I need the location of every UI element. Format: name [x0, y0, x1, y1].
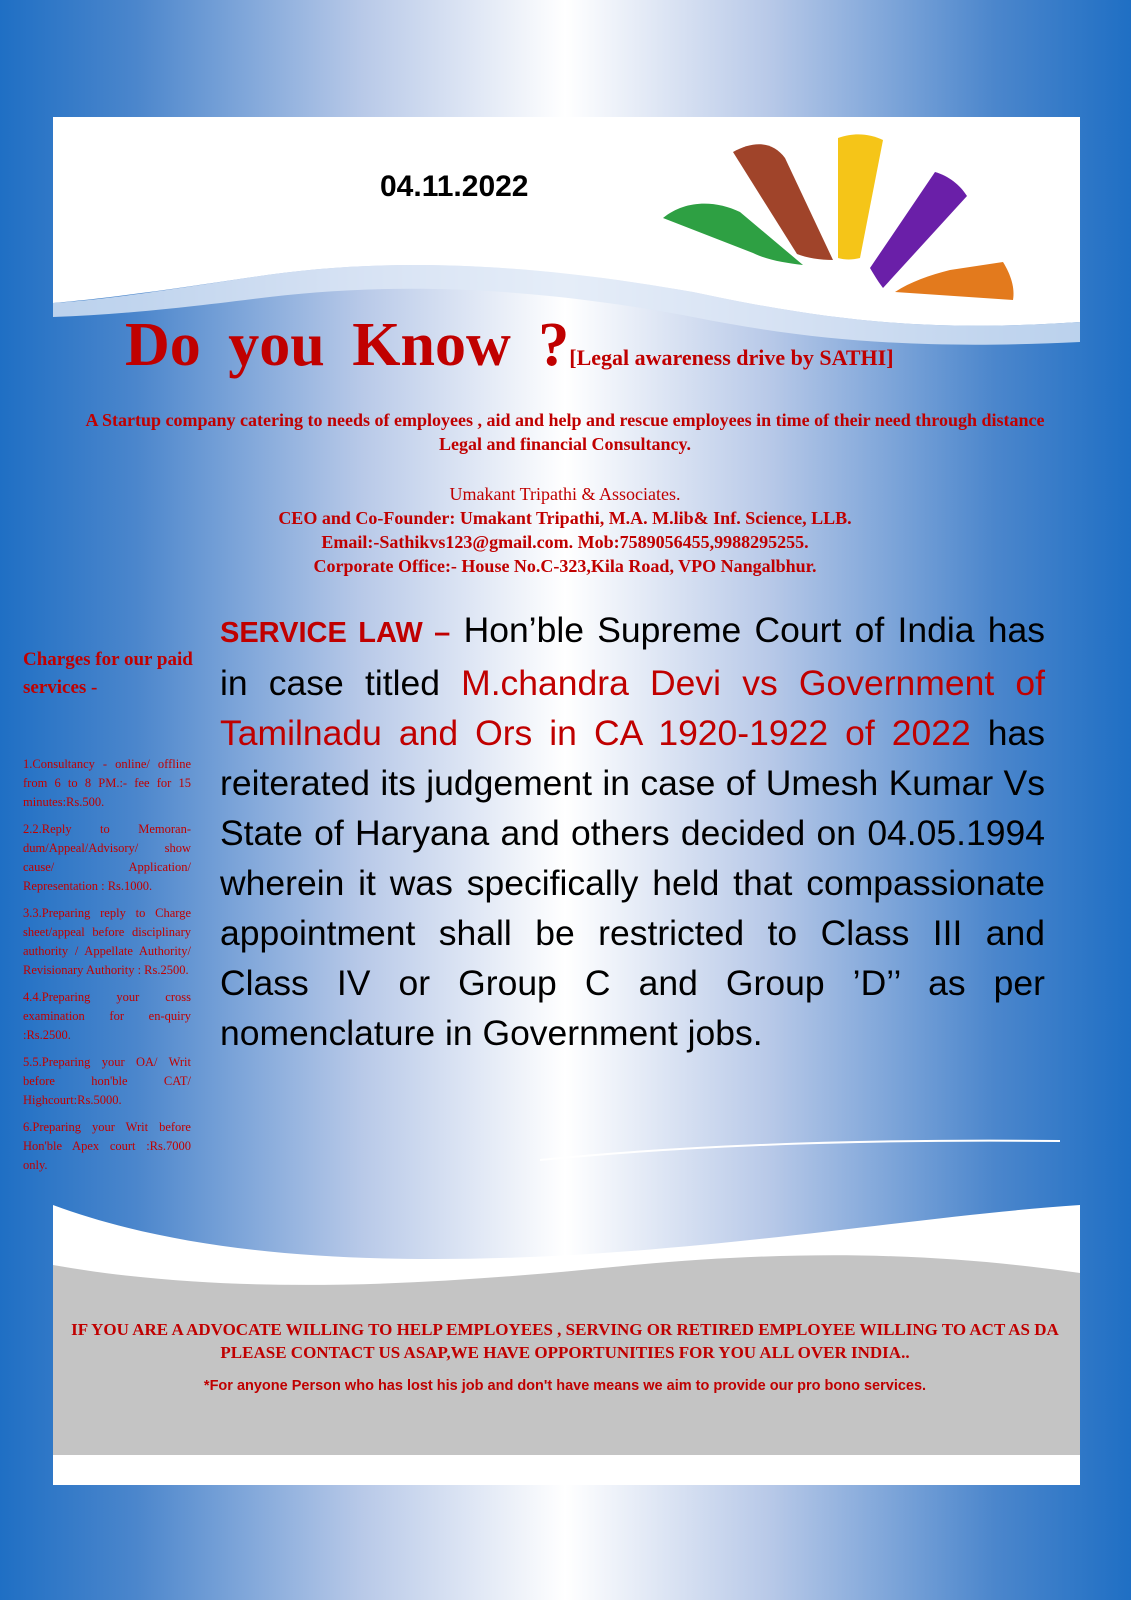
pro-bono-note: *For anyone Person who has lost his job and don't have means we aim to provide our pro bono services. [203, 1378, 927, 1394]
charge-item: 6.Preparing your Writ before Hon'ble Apex court :Rs.7000 only. [23, 1120, 191, 1172]
subtitle-text: [Legal awareness drive by SATHI] [569, 345, 894, 370]
charges-title: Charges for our paid services - [23, 649, 193, 698]
title-text: Do you Know ? [125, 311, 570, 379]
article-text: has reiterated its judgement in case of Umesh Kumar Vs State of Haryana and others decided on 04.05.1994 wherein it was specifically held that compassionate appointment shall be restricted to Class III and Class IV or Group C and Group ’D’’ as per nomenclature in Government jobs. [220, 713, 1045, 1053]
ceo-line: CEO and Co-Founder: Umakant Tripathi, M.A. M.lib& Inf. Science, LLB. [278, 508, 852, 528]
yellow-ray [838, 134, 883, 259]
page-title [125, 310, 894, 381]
divider-wave [540, 1135, 1060, 1165]
sunrise-logo [655, 130, 1025, 310]
call-to-action: IF YOU ARE A ADVOCATE WILLING TO HELP EMPLOYEES , SERVING OR RETIRED EMPLOYEE WILLING TO ACT AS DA PLEASE CONTACT US ASAP,WE HAVE OPPORTUNITIES FOR YOU ALL OVER INDIA.. [71, 1320, 1059, 1362]
firm-details [80, 482, 1050, 578]
firm-name: Umakant Tripathi & Associates. [449, 484, 681, 504]
contact-line: Email:-Sathikvs123@gmail.com. Mob:7589056455,9988295255. [321, 532, 809, 552]
charge-item: 5.5.Preparing your OA/ Writ before hon'ble CAT/ Highcourt:Rs.5000. [23, 1055, 191, 1107]
charges-list [23, 755, 191, 1183]
article-body [220, 605, 1045, 1058]
charge-item: 3.3.Preparing reply to Charge sheet/appeal before disciplinary authority / Appellate Authority/ Revisionary Authority : Rs.2500. [23, 906, 191, 977]
orange-ray [895, 262, 1014, 300]
article-label: SERVICE LAW – [220, 617, 451, 649]
date-label: 04.11.2022 [380, 170, 529, 203]
company-tagline: A Startup company catering to needs of employees , aid and help and rescue employees in time of their need through distance Legal and financial Consultancy. [85, 410, 1045, 454]
charge-item: 2.2.Reply to Memoran-dum/Appeal/Advisory/ show cause/ Application/ Representation : Rs.1000. [23, 822, 191, 893]
charge-item: 4.4.Preparing your cross examination for en-quiry :Rs.2500. [23, 990, 191, 1042]
case-title: M.chandra Devi vs Government of Tamilnadu and Ors in CA 1920-1922 of 2022 [220, 663, 1045, 753]
charge-item: 1.Consultancy - online/ offline from 6 to 8 PM.:- fee for 15 minutes:Rs.500. [23, 757, 191, 809]
office-line: Corporate Office:- House No.C-323,Kila Road, VPO Nangalbhur. [313, 556, 817, 576]
article-intro: Hon’ble Supreme Court of India has in case titled [220, 610, 1045, 703]
